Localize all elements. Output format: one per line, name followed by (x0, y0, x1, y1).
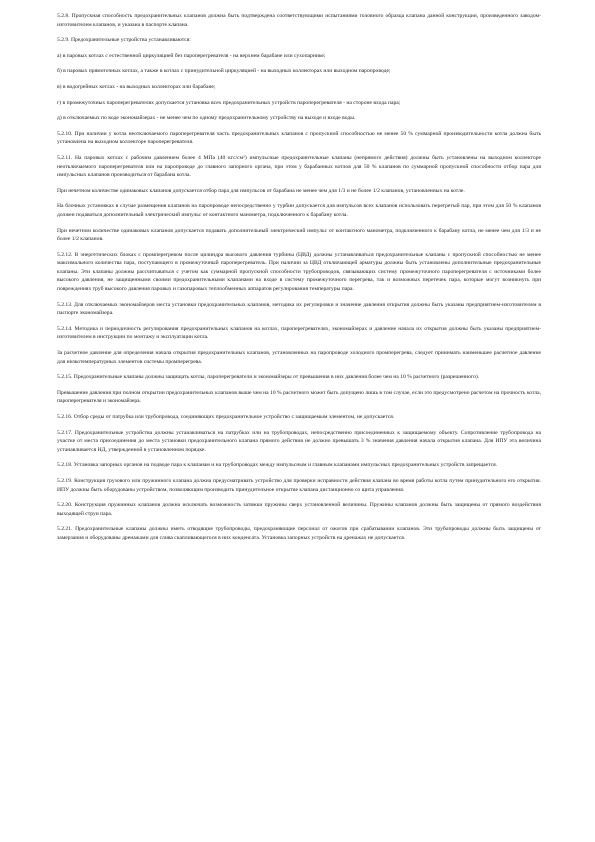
paragraph-5-2-16: 5.2.16. Отбор среды от патрубка или трубопровода, соединяющих предохранительное устройство с защищаемым элементом, не допускается. (57, 414, 395, 420)
paragraph-5-2-12: 5.2.12. В энергетических блоках с промперегревом после цилиндра высокого давления турбины (ЦВД) должны устанавливаться предохранительные клапаны с пропускной способностью не менее максимального количества пара, поступающего в промежуточный пароперегреватель. При наличии за ЦВД отключающей арматуры должны быть установлены дополнительные предохранительные клапаны. Эти клапаны должны рассчитываться с учетом как суммарной пропускной способности трубопроводов, связывающих систему промежуточного пароперегревателя с источниками более высокого давления, не защищенными своими предохранительными клапанами на входе в систему промежуточного перегрева, так и возможных перетечек пара, которые могут возникнуть при повреждениях труб высокого давления паровых и газопаровых теплообменных аппаратов регулирования температуры пара. (57, 251, 541, 293)
paragraph-5-2-9-b: б) в паровых прямоточных котлах, а также в котлах с принудительной циркуляцией - на выходных коллекторах или выходном паропроводе; (57, 68, 391, 75)
paragraph-5-2-14-a: За расчетное давление для определения начала открытия предохранительных клапанов, установленных на паропроводе холодного промперегрева, следует принимать наименьшее расчетное давление для низкотемпературных элементов системы промперегрева. (57, 350, 541, 365)
document-page (57, 12, 541, 832)
paragraph-5-2-9-d: д) в отключаемых по воде экономайзерах - не менее чем по одному предохранительному устройству на выходе и входе воды. (57, 115, 356, 122)
paragraph-5-2-14: 5.2.14. Методика и периодичность регулирования предохранительных клапанов на котлах, пароперегревателях, экономайзерах и давление начала их открытия должны быть указаны предприятием-изготовителем в инструкции по монтажу и эксплуатации котла. (57, 325, 541, 341)
paragraph-5-2-13: 5.2.13. Для отключаемых экономайзеров места установки предохранительных клапанов, методика их регулировки и значение давления открытия должны быть указаны предприятием-изготовителем в паспорте экономайзера. (57, 301, 541, 317)
paragraph-5-2-9: 5.2.9. Предохранительные устройства устанавливаются: (57, 37, 191, 44)
paragraph-5-2-17: 5.2.17. Предохранительные устройства должны устанавливаться на патрубках или на трубопроводах, непосредственно присоединенных к защищаемому объекту. Сопротивление трубопровода на участке от места присоединения до места установки предохранительного клапана прямого действия не должно превышать 3 % значения давления начала открытия клапана. Для ИПУ эта величина устанавливается НД, утвержденной в установленном порядке. (57, 429, 541, 453)
paragraph-5-2-9-a: а) в паровых котлах с естественной циркуляцией без пароперегревателя - на верхнем барабане или сухопарнике; (57, 52, 326, 59)
paragraph-5-2-20: 5.2.20. Конструкция пружинных клапанов должна исключать возможность затяжки пружины сверх установленной величины. Пружины клапанов должны быть защищены от прямого воздействия выходящей струи пара. (57, 502, 541, 517)
paragraph-5-2-11-c: При нечетном количестве одинаковых клапанов допускается подавать дополнительный электрический импульс от контактного манометра, подключенного к барабану котла, не менее чем для 1/3 и не более 1/2 клапанов. (57, 227, 541, 243)
paragraph-5-2-15: 5.2.15. Предохранительные клапаны должны защищать котлы, пароперегреватели и экономайзеры от превышения в них давления более чем на 10 % расчетного (разрешенного). (57, 374, 480, 381)
paragraph-5-2-9-g: г) в промежуточных пароперегревателях допускается установка всех предохранительных устройств пароперегревателя - на стороне входа пара; (57, 99, 401, 106)
paragraph-5-2-8: 5.2.8. Пропускная способность предохранительных клапанов должна быть подтверждена соответствующими испытаниями головного образца клапана данной конструкции, произведенного заводом-изготовителем клапанов, и указана в паспорте клапана. (57, 13, 541, 28)
paragraph-5-2-10: 5.2.10. При наличии у котла неотключаемого пароперегревателя часть предохранительных клапанов с пропускной способностью не менее 50 % суммарной производительности котла должна быть установлена на выходном коллекторе пароперегревателя. (57, 130, 541, 146)
paragraph-5-2-21: 5.2.21. Предохранительные клапаны должны иметь отводящие трубопроводы, предохраняющие персонал от ожогов при срабатывании клапанов. Эти трубопроводы должны быть защищены от замерзания и оборудованы дренажами для слива скапливающегося в них конденсата. Установка запорных устройств на дренажах не допускается. (57, 526, 541, 541)
paragraph-5-2-9-v: в) в водогрейных котлах - на выходных коллекторах или барабане; (57, 83, 216, 90)
paragraph-5-2-19: 5.2.19. Конструкция грузового или пружинного клапана должна предусматривать устройство для проверки исправности действия клапана во время работы котла путем принудительного его открытия. ИПУ должны быть оборудованы устройством, позволяющим производить принудительное открытие клапана дистанционно со щита управления. (57, 477, 541, 493)
paragraph-5-2-11: 5.2.11. На паровых котлах с рабочим давлением более 4 МПа (40 кгс/см²) импульсные предохранительные клапаны (непрямого действия) должны быть установлены на выходном коллекторе неотключаемого пароперегревателя или на паропроводе до главного запорного органа, при этом у барабанных котлов для 50 % клапанов по суммарной пропускной способности отбор пара для импульсных клапанов производиться от барабана котла. (57, 154, 541, 179)
paragraph-5-2-11-b: На блочных установках в случае размещения клапанов на паропроводе непосредственно у турбин допускается для импульсов всех клапанов использовать перегретый пар, при этом для 50 % клапанов должен подаваться дополнительный электрический импульс от контактного манометра, подключенного к барабану котла. (57, 203, 541, 218)
paragraph-5-2-11-a: При нечетном количестве одинаковых клапанов допускается отбор пара для импульсов от барабана не менее чем для 1/3 и не более 1/2 клапанов, установленных на котле. (57, 187, 465, 194)
paragraph-5-2-15-a: Превышение давления при полном открытии предохранительных клапанов выше чем на 10 % расчетного может быть допущено лишь в том случае, если это предусмотрено расчетом на прочность котла, пароперегревателя и экономайзера. (57, 389, 541, 405)
paragraph-5-2-18: 5.2.18. Установка запорных органов на подводе пара к клапанам и на трубопроводах между импульсным и главным клапанами импульсных предохранительных устройств запрещается. (57, 462, 498, 469)
